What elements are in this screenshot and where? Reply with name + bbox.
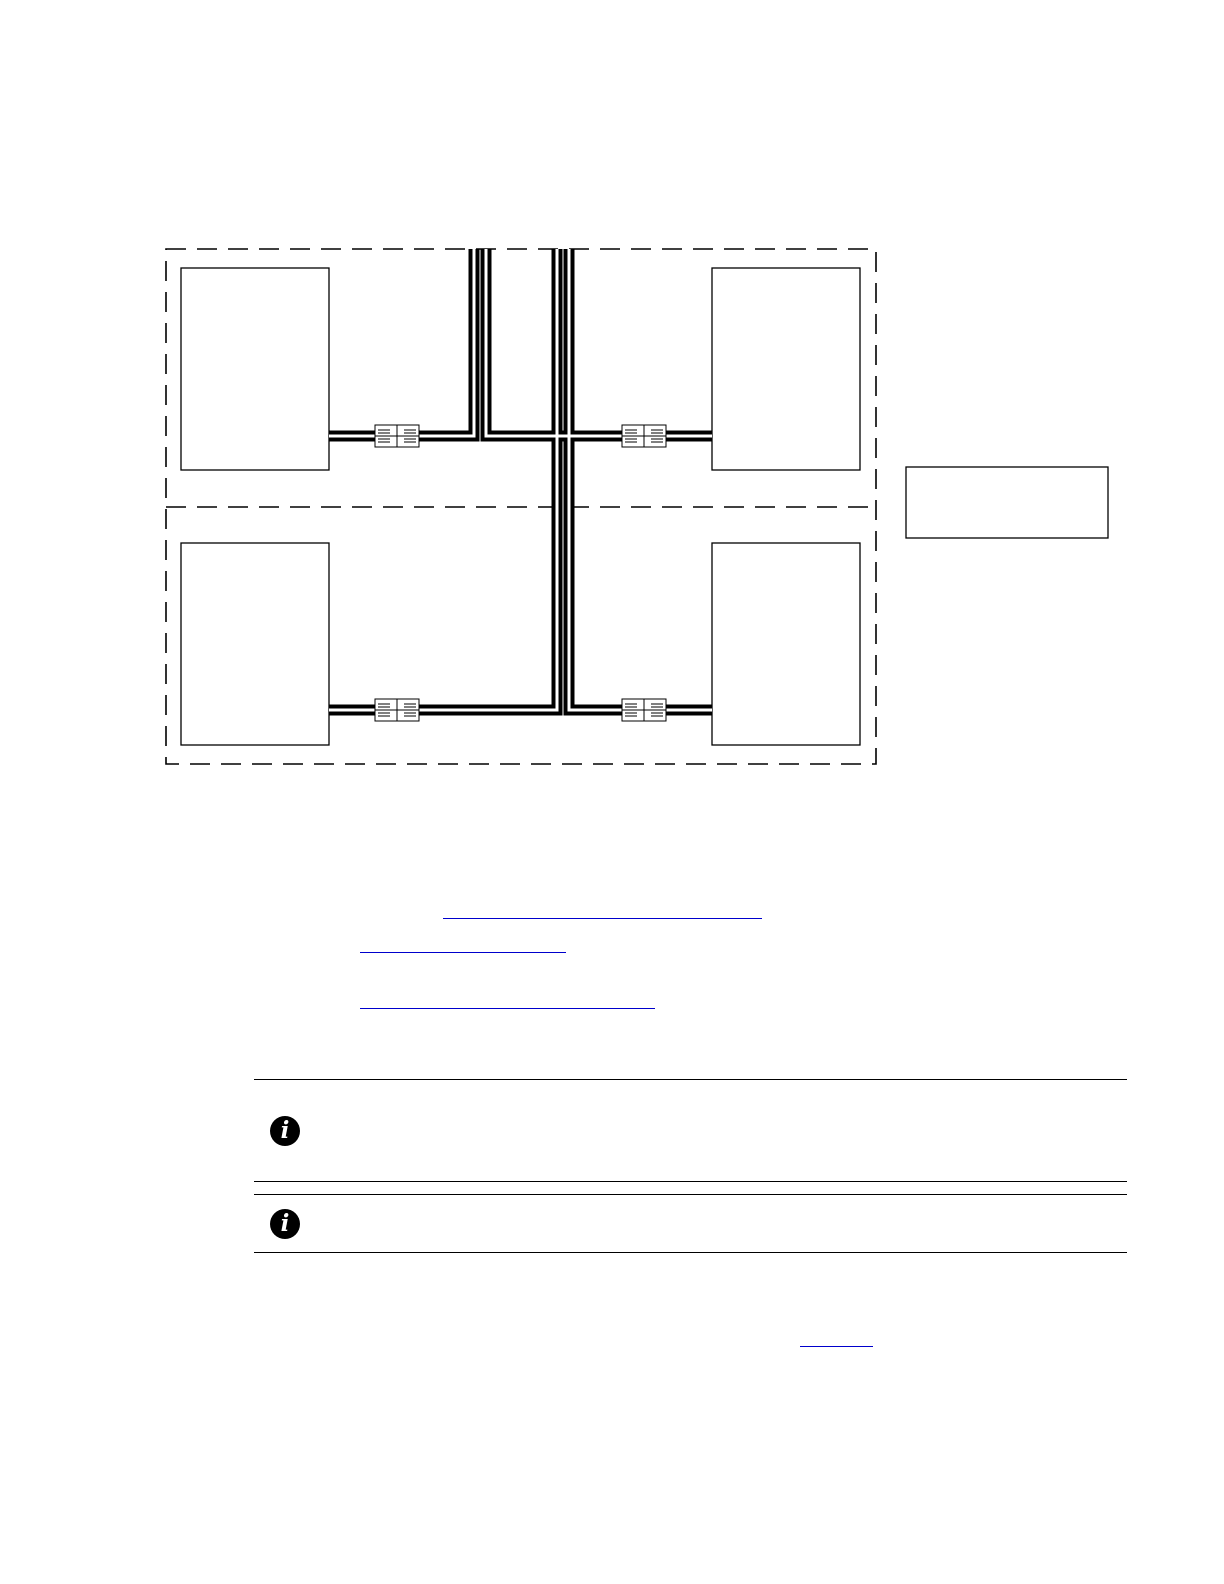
cable-core-top-right	[486, 249, 712, 436]
info-glyph: i	[280, 1210, 290, 1237]
cable-bottom-left	[329, 249, 557, 710]
connector-top-left	[375, 425, 419, 447]
cross-reference-link[interactable]	[360, 1008, 655, 1009]
connectors	[375, 425, 666, 721]
connector-bottom-right	[622, 699, 666, 721]
note-bottom-rule	[254, 1252, 1127, 1253]
info-icon	[270, 1209, 300, 1239]
cable-bottom-right	[569, 249, 712, 710]
cabinet-top-right	[712, 268, 860, 470]
cross-reference-link[interactable]	[360, 952, 566, 953]
cable-outlines	[329, 249, 712, 710]
connector-top-right	[622, 425, 666, 447]
note-bottom-rule	[254, 1181, 1127, 1182]
info-icon	[270, 1116, 300, 1146]
cable-cores	[329, 249, 712, 710]
cabinet-bottom-right	[712, 543, 860, 745]
cable-top-left	[329, 249, 474, 436]
note-top-rule	[254, 1079, 1127, 1080]
cross-reference-link[interactable]	[443, 918, 762, 919]
connector-bottom-left	[375, 699, 419, 721]
cable-top-right	[486, 249, 712, 436]
cable-core-bottom-left	[329, 249, 557, 710]
cabinet-bottom-left	[181, 543, 329, 745]
info-glyph: i	[280, 1117, 290, 1144]
cross-reference-link[interactable]	[800, 1346, 873, 1347]
cabinet-top-left	[181, 268, 329, 470]
callout-box	[906, 467, 1108, 538]
cable-core-top-left	[329, 249, 474, 436]
note-top-rule	[254, 1194, 1127, 1195]
cable-core-bottom-right	[569, 249, 712, 710]
